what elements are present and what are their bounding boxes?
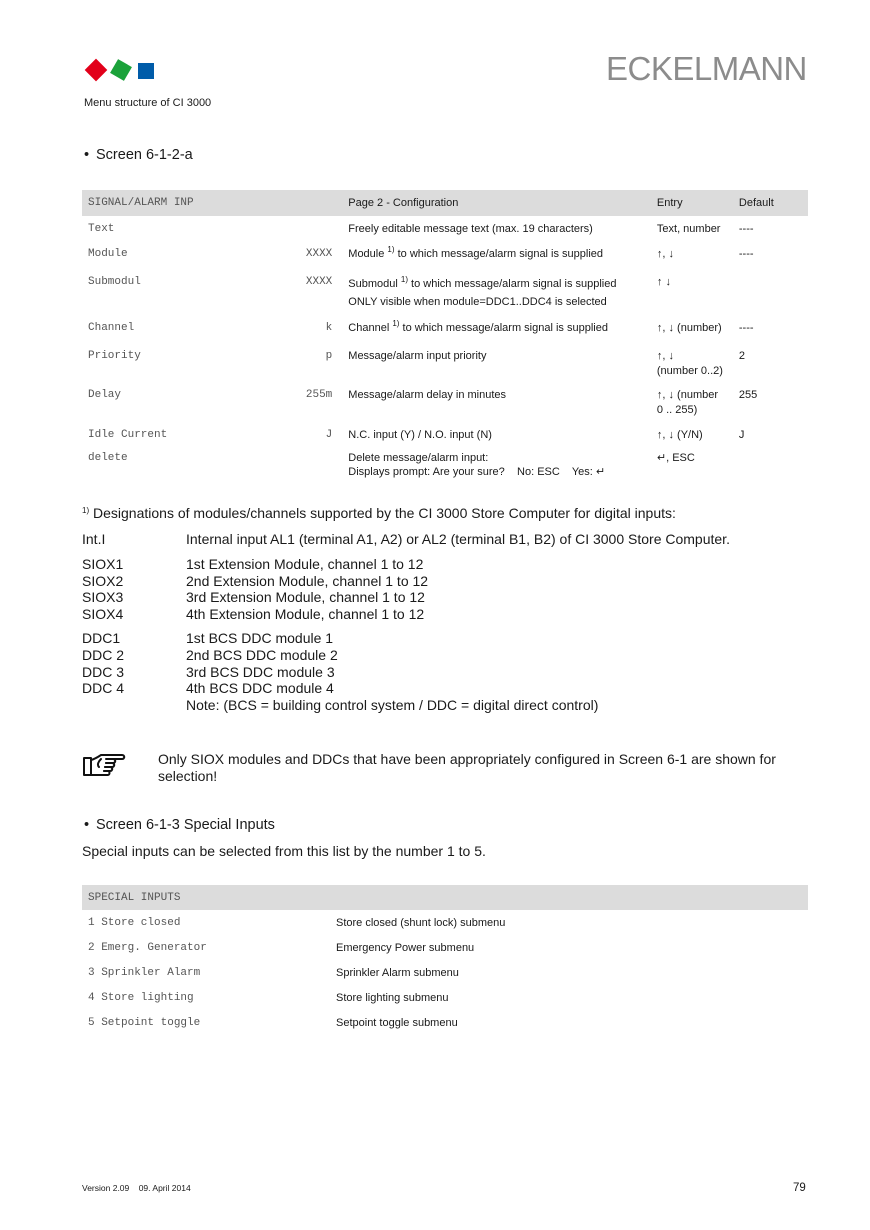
table-row: Idle Current J N.C. input (Y) / N.O. input (N) ↑, ↓ (Y/N) J [88,429,745,441]
special-inputs-table [82,885,808,1035]
version-info: Version 2.09 09. April 2014 [82,1183,191,1193]
table-row: 2 Emerg. Generator Emergency Power submenu [88,941,475,954]
logo-blue-square [138,63,154,79]
table-row: Submodul XXXX Submodul $^{1)}$ to which message/alarm signal is supplied ONLY visible when module=DDC1..DDC4 is selected ↑ ↓ [88,275,671,308]
table-header-row [82,885,808,910]
page-title: Page 2 - Configuration [348,190,657,216]
table-row: Channel k Channel $^{1)}$ to which message/alarm signal is supplied ↑, ↓ (number) ---- [88,319,754,334]
default-header: Default [739,190,808,216]
menu-title: SPECIAL INPUTS [82,885,336,910]
section-heading-screen-6-1-2-a: • Screen 6-1-2-a [84,147,193,163]
special-inputs-intro: Special inputs can be selected from this list by the number 1 to 5. [82,843,486,859]
table-row: 1 Store closed Store closed (shunt lock) submenu [88,916,506,929]
table-row: delete Delete message/alarm input: Displays prompt: Are your sure? No: ESC Yes: ↵ ↵, ESC [88,452,695,478]
document-subtitle: Menu structure of CI 3000 [84,97,212,109]
page-number: 79 [793,1182,806,1194]
brand-name: ECKELMANN [606,50,807,87]
table-row: 3 Sprinkler Alarm Sprinkler Alarm submenu [88,966,459,979]
table-row: Delay 255m Message/alarm delay in minutes ↑, ↓ (number 0 .. 255) 255 [88,389,758,416]
menu-title: SIGNAL/ALARM INP [82,190,285,216]
table-row: 4 Store lighting Store lighting submenu [88,991,449,1004]
entry-header: Entry [657,190,739,216]
table-row: 5 Setpoint toggle Setpoint toggle submenu [88,1016,458,1029]
signal-alarm-config-table [82,190,808,479]
logo-red-diamond [85,59,108,82]
table-row: Priority p Message/alarm input priority ↑, ↓ (number 0..2) 2 [88,350,746,377]
footnote-designations: $^{1)}$ Designations of modules/channels supported by the CI 3000 Store Computer for digital inputs: [82,505,676,521]
table-row: Text Freely editable message text (max. 19 characters) Text, number ---- [88,223,754,235]
section-heading-screen-6-1-3: • Screen 6-1-3 Special Inputs [84,817,275,833]
table-row: Module XXXX Module $^{1)}$ to which message/alarm signal is supplied ↑, ↓ ---- [88,245,754,260]
note-text: Only SIOX modules and DDCs that have been appropriately configured in Screen 6-1 are shown for selection! [158,751,776,784]
logo-green-diamond [110,59,132,81]
pointing-hand-icon [82,752,128,783]
table-header-row [82,190,808,216]
